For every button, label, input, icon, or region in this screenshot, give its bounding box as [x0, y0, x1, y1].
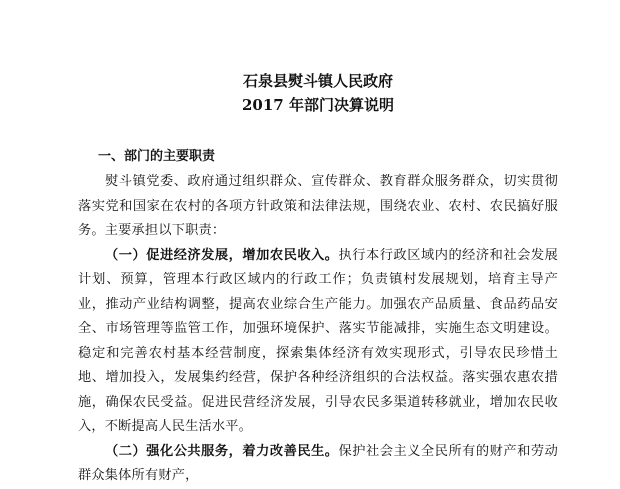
document-subtitle: 2017 年部门决算说明: [242, 96, 394, 114]
paragraph-intro: [78, 170, 558, 244]
paragraph-lead: （二）强化公共服务，着力改善民生。: [105, 443, 339, 459]
document-title: 石泉县熨斗镇人民政府: [242, 72, 393, 90]
paragraph-text: 熨斗镇党委、政府通过组织群众、宣传群众、教育群众服务群众，切实贯彻落实党和国家在农村的各项方针政策和法律法规，围绕农业、农村、农民搞好服务。主要承担以下职责：: [78, 174, 558, 238]
section-heading-duties: 一、部门的主要职责: [98, 149, 216, 164]
paragraph-text: 执行本行政区域内的经济和社会发展计划、预算，管理本行政区域内的行政工作；负责镇村发展规划，培育主导产业，推动产业结构调整，提高农业综合生产能力。加强农产品质量、食品药品安全、市场管理等监管工作，加强环境保护、落实节能减排，实施生态文明建设。稳定和完善农村基本经营制度，探索集体经济有效实现形式，引导农民珍惜土地、增加投入，发展集约经营，保护各种经济组织的合法权益。落实强农惠农措施，确保农民受益。促进民营经济发展，引导农民多渠道转移就业，增加农民收入，不断提高人民生活水平。: [78, 247, 558, 434]
paragraph-duty-2: [78, 440, 558, 489]
paragraph-text: 保护社会主义全民所有的财产和劳动群众集体所有财产，: [78, 443, 558, 483]
paragraph-duty-1: [78, 244, 558, 440]
paragraph-lead: （一）促进经济发展，增加农民收入。: [105, 247, 339, 263]
